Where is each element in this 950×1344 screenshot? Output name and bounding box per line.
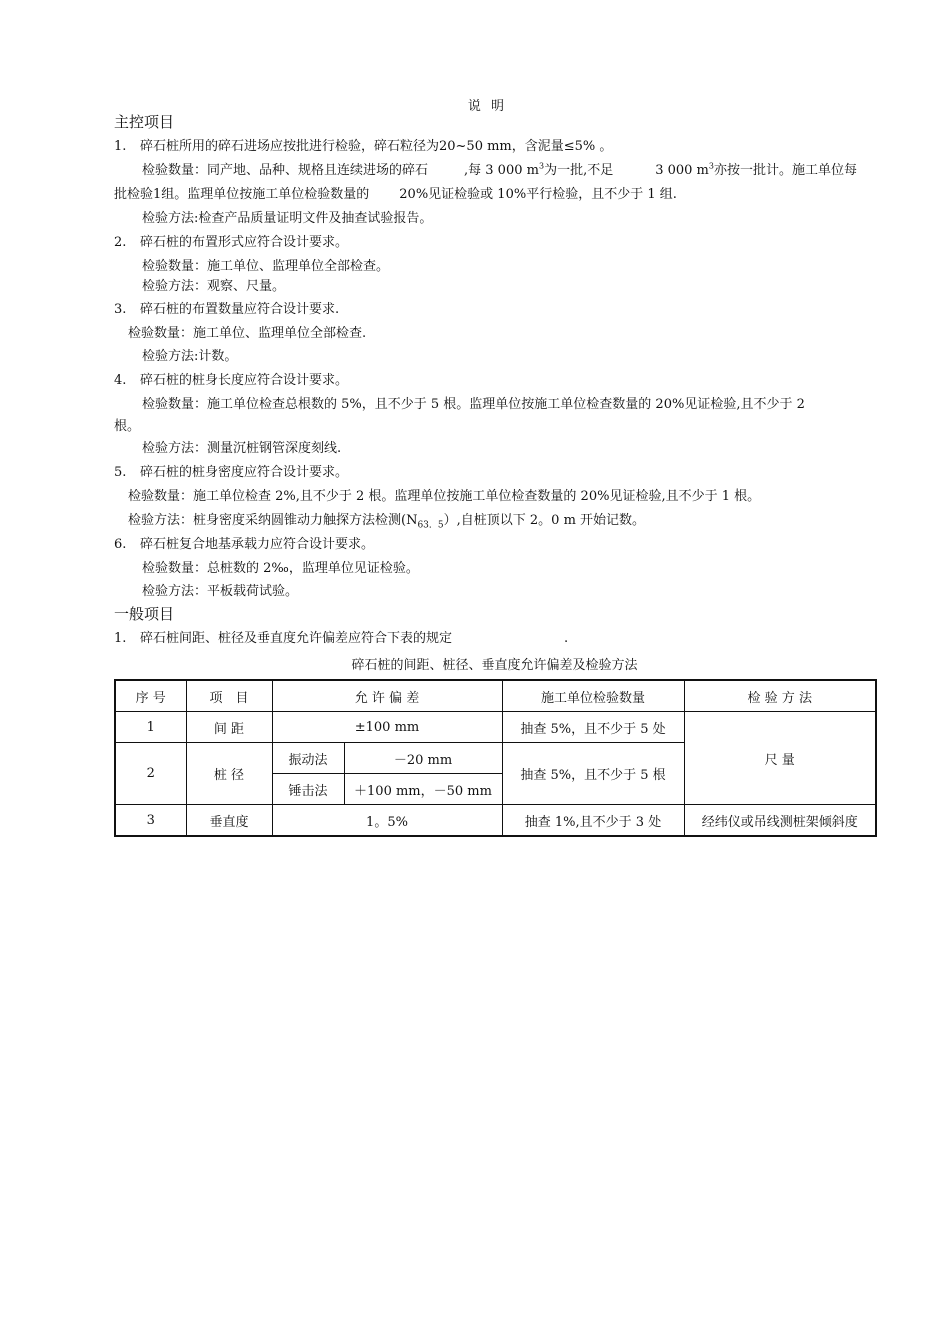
item-number: 1. [114,631,127,646]
cell-method: 经纬仪或吊线测桩架倾斜度 [684,805,876,837]
item-number: 6. [114,537,127,552]
text-span: ,每 3 000 m [464,163,539,178]
table-header-row [115,680,876,712]
item-2 [114,234,348,252]
text-span: . [564,631,569,646]
cell-submethod: 振动法 [272,743,344,774]
table-title: 碎石桩的间距、桩径、垂直度允许偏差及检验方法 [351,658,638,673]
superscript: 3 [538,161,545,171]
item-text: 碎石桩的布置形式应符合设计要求。 [140,235,349,250]
item-5-method [128,512,645,530]
text-span: 检验方法：桩身密度采纳圆锥动力触探方法检测(N [128,513,418,528]
item-number: 1. [114,139,127,154]
tolerance-table [114,679,877,837]
page-title: 说 明 [467,99,508,114]
item-5-quantity: 检验数量：施工单位检查 2%,且不少于 2 根。监理单位按施工单位检查数量的 20%见证检验,且不少于 1 根。 [128,489,761,504]
item-6-quantity: 检验数量：总桩数的 2‰，监理单位见证检验。 [142,561,419,576]
item-1-quantity-cont [114,186,677,204]
item-2-method: 检验方法：观察、尺量。 [142,279,286,294]
item-1 [114,138,612,156]
table-row [115,712,876,743]
cell-method-merged: 尺 量 [684,712,876,805]
header-cell: 项 目 [186,680,272,712]
cell-item: 桩 径 [186,743,272,805]
subscript: 63．5 [417,520,444,531]
cell-no: 3 [115,805,186,837]
item-text: 碎石桩的桩身密度应符合设计要求。 [140,465,349,480]
section-heading-general: 一般项目 [114,605,175,623]
item-text: 碎石桩的桩身长度应符合设计要求。 [140,373,349,388]
cell-tolerance: 1。5% [272,805,502,837]
text-span: 3 000 m [655,163,709,178]
item-2-quantity: 检验数量：施工单位、监理单位全部检查。 [142,259,390,274]
item-1-quantity [142,162,857,180]
item-4-quantity: 检验数量：施工单位检查总根数的 5%，且不少于 5 根。监理单位按施工单位检查数量的 20%见证检验,且不少于 2 [142,397,805,412]
item-4-quantity-tail: 根。 [114,419,141,434]
header-cell: 检 验 方 法 [684,680,876,712]
table-row [115,805,876,837]
text-span: 批检验1组。监理单位按施工单位检验数量的 [114,187,370,202]
text-span: 检验数量：同产地、品种、规格且连续进场的碎石 [142,163,429,178]
cell-item: 垂直度 [186,805,272,837]
item-text: 碎石桩复合地基承载力应符合设计要求。 [140,537,375,552]
cell-tolerance: ＋100 mm，－50 mm [344,774,502,805]
header-cell: 序 号 [115,680,186,712]
item-4 [114,372,348,390]
item-text: 碎石桩所用的碎石进场应按批进行检验，碎石粒径为20~50 mm，含泥量≤5% 。 [140,139,613,154]
header-cell: 施工单位检验数量 [502,680,684,712]
item-number: 3. [114,302,127,317]
item-number: 4. [114,373,127,388]
cell-no: 2 [115,743,186,805]
text-span: 20%见证检验或 10%平行检验，且不少于 1 组. [399,187,677,202]
cell-submethod: 锤击法 [272,774,344,805]
item-text: 碎石桩的布置数量应符合设计要求. [140,302,340,317]
item-3-quantity: 检验数量：施工单位、监理单位全部检查. [128,326,367,341]
cell-tolerance: －20 mm [344,743,502,774]
item-number: 2. [114,235,127,250]
item-6 [114,536,374,554]
item-6-method: 检验方法：平板载荷试验。 [142,584,299,599]
cell-tolerance: ±100 mm [272,712,502,743]
item-number: 5. [114,465,127,480]
cell-quantity: 抽查 5%，且不少于 5 处 [502,712,684,743]
item-text: 碎石桩间距、桩径及垂直度允许偏差应符合下表的规定 [140,631,453,646]
item-3 [114,301,339,319]
cell-no: 1 [115,712,186,743]
item-1-method: 检验方法:检查产品质量证明文件及抽查试验报告。 [142,211,433,226]
item-4-method: 检验方法：测量沉桩钢管深度刻线. [142,441,342,456]
text-span: 亦按一批计。施工单位每 [713,163,857,178]
cell-quantity: 抽查 5%，且不少于 5 根 [502,743,684,805]
superscript: 3 [708,161,714,171]
cell-item: 间 距 [186,712,272,743]
text-span: 为一批,不足 [544,163,614,178]
text-span: ）,自桩顶以下 2。0 m 开始记数。 [443,513,646,528]
section-heading-main: 主控项目 [114,113,175,131]
item-5 [114,464,348,482]
item-3-method: 检验方法:计数。 [142,349,238,364]
general-item-1 [114,630,568,648]
cell-quantity: 抽查 1%,且不少于 3 处 [502,805,684,837]
header-cell: 允 许 偏 差 [272,680,502,712]
